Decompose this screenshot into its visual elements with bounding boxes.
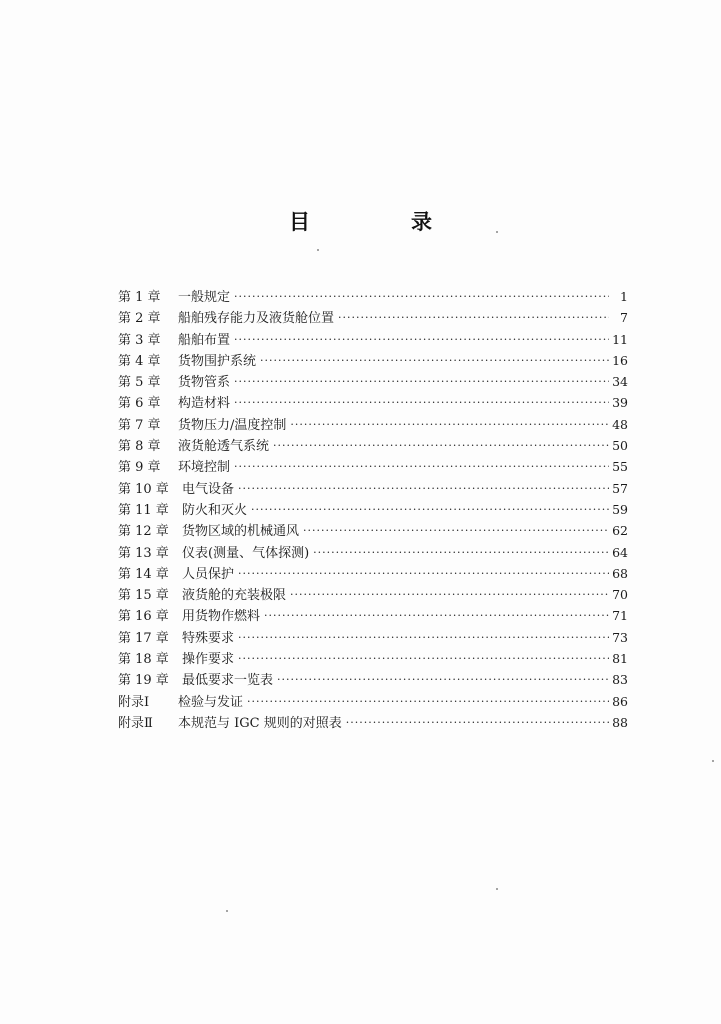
toc-entry[interactable] — [118, 414, 628, 435]
appendix-title: 检验与发证 — [178, 694, 244, 710]
page-number: 71 — [612, 608, 628, 624]
chapter-title: 船舶残存能力及液货舱位置 — [178, 311, 335, 327]
chapter-number: 第 11 章 — [118, 502, 169, 518]
toc-entry[interactable] — [118, 520, 628, 541]
appendix-number: 附录Ⅱ — [118, 715, 153, 731]
chapter-number: 第 14 章 — [118, 566, 169, 582]
dot-leader — [264, 605, 609, 626]
page-number: 34 — [612, 374, 628, 390]
toc-entry[interactable] — [118, 456, 628, 477]
chapter-title: 最低要求一览表 — [182, 673, 274, 689]
page-number: 70 — [612, 587, 628, 603]
page-number: 68 — [612, 565, 628, 581]
chapter-title: 电气设备 — [182, 481, 235, 497]
dot-leader — [290, 584, 609, 605]
chapter-title: 液货舱的充装极限 — [182, 588, 287, 604]
dot-leader — [234, 392, 609, 413]
dot-leader — [277, 669, 609, 690]
chapter-title: 构造材料 — [178, 396, 231, 412]
chapter-title: 用货物作燃料 — [182, 609, 261, 625]
dot-leader — [290, 414, 609, 435]
page-number: 11 — [612, 331, 628, 347]
page-number: 86 — [612, 693, 628, 709]
chapter-number: 第 17 章 — [118, 630, 169, 646]
dot-leader — [251, 499, 609, 520]
page-number: 81 — [612, 651, 628, 667]
chapter-number: 第 15 章 — [118, 588, 169, 604]
chapter-number: 第 12 章 — [118, 524, 169, 540]
chapter-title: 货物管系 — [178, 375, 231, 391]
chapter-title: 货物压力/温度控制 — [178, 417, 287, 433]
chapter-title: 特殊要求 — [182, 630, 235, 646]
chapter-number: 第 2 章 — [118, 311, 161, 327]
toc-entry[interactable] — [118, 478, 628, 499]
chapter-number: 第 3 章 — [118, 332, 161, 348]
toc-entry[interactable] — [118, 691, 628, 712]
toc-entry[interactable] — [118, 307, 628, 328]
page-number: 64 — [612, 544, 628, 560]
page-number: 59 — [612, 501, 628, 517]
chapter-title: 防火和灭火 — [182, 502, 248, 518]
dot-leader — [234, 371, 609, 392]
scan-speck — [496, 231, 498, 233]
dot-leader — [238, 478, 609, 499]
page-number: 83 — [612, 672, 628, 688]
chapter-number: 第 5 章 — [118, 375, 161, 391]
chapter-title: 仪表(测量、气体探测) — [182, 545, 310, 561]
chapter-number: 第 9 章 — [118, 460, 161, 476]
dot-leader — [234, 329, 609, 350]
dot-leader — [238, 627, 609, 648]
chapter-title: 液货舱透气系统 — [178, 439, 270, 455]
chapter-number: 第 10 章 — [118, 481, 169, 497]
appendix-number: 附录Ⅰ — [118, 694, 150, 710]
scan-speck — [712, 760, 714, 762]
toc-entry[interactable] — [118, 584, 628, 605]
toc-entry[interactable] — [118, 392, 628, 413]
page-number: 16 — [612, 352, 628, 368]
dot-leader — [234, 286, 609, 307]
page-number: 1 — [620, 289, 628, 304]
dot-leader — [247, 691, 609, 712]
toc-entry[interactable] — [118, 605, 628, 626]
chapter-title: 人员保护 — [182, 566, 235, 582]
page-number: 62 — [612, 523, 628, 539]
chapter-number: 第 13 章 — [118, 545, 169, 561]
chapter-number: 第 19 章 — [118, 673, 169, 689]
toc-entry[interactable] — [118, 648, 628, 669]
toc-entry[interactable] — [118, 542, 628, 563]
toc-entry[interactable] — [118, 435, 628, 456]
chapter-title: 货物围护系统 — [178, 353, 257, 369]
chapter-number: 第 4 章 — [118, 353, 161, 369]
dot-leader — [234, 456, 609, 477]
toc-entry[interactable] — [118, 371, 628, 392]
chapter-title: 船舶布置 — [178, 332, 231, 348]
toc-entry[interactable] — [118, 712, 628, 733]
dot-leader — [260, 350, 609, 371]
dot-leader — [313, 542, 609, 563]
toc-entry[interactable] — [118, 329, 628, 350]
chapter-number: 第 1 章 — [118, 290, 161, 305]
dot-leader — [238, 563, 609, 584]
page-number: 73 — [612, 629, 628, 645]
table-of-contents — [118, 286, 628, 733]
toc-entry[interactable] — [118, 286, 628, 307]
appendix-title: 本规范与 IGC 规则的对照表 — [178, 715, 342, 731]
chapter-number: 第 18 章 — [118, 652, 169, 668]
page-number: 7 — [620, 310, 628, 326]
dot-leader — [303, 520, 609, 541]
scan-speck — [317, 249, 319, 251]
page-number: 39 — [612, 395, 628, 411]
dot-leader — [273, 435, 609, 456]
scan-speck — [496, 888, 498, 890]
page-number: 50 — [612, 438, 628, 454]
page-number: 55 — [612, 459, 628, 475]
page-number: 57 — [612, 480, 628, 496]
toc-entry[interactable] — [118, 499, 628, 520]
chapter-title: 一般规定 — [178, 290, 231, 305]
dot-leader — [346, 712, 609, 733]
toc-entry[interactable] — [118, 563, 628, 584]
toc-entry[interactable] — [118, 627, 628, 648]
toc-entry[interactable] — [118, 669, 628, 690]
scan-speck — [226, 910, 228, 912]
dot-leader — [238, 648, 609, 669]
chapter-number: 第 8 章 — [118, 439, 161, 455]
chapter-title: 环境控制 — [178, 460, 231, 476]
dot-leader — [338, 307, 609, 328]
chapter-number: 第 7 章 — [118, 417, 161, 433]
chapter-number: 第 16 章 — [118, 609, 169, 625]
page-title: 目 录 — [289, 210, 472, 234]
chapter-title: 操作要求 — [182, 652, 235, 668]
page-number: 48 — [612, 416, 628, 432]
page-number: 88 — [612, 714, 628, 730]
chapter-title: 货物区域的机械通风 — [182, 524, 300, 540]
chapter-number: 第 6 章 — [118, 396, 161, 412]
toc-entry[interactable] — [118, 350, 628, 371]
